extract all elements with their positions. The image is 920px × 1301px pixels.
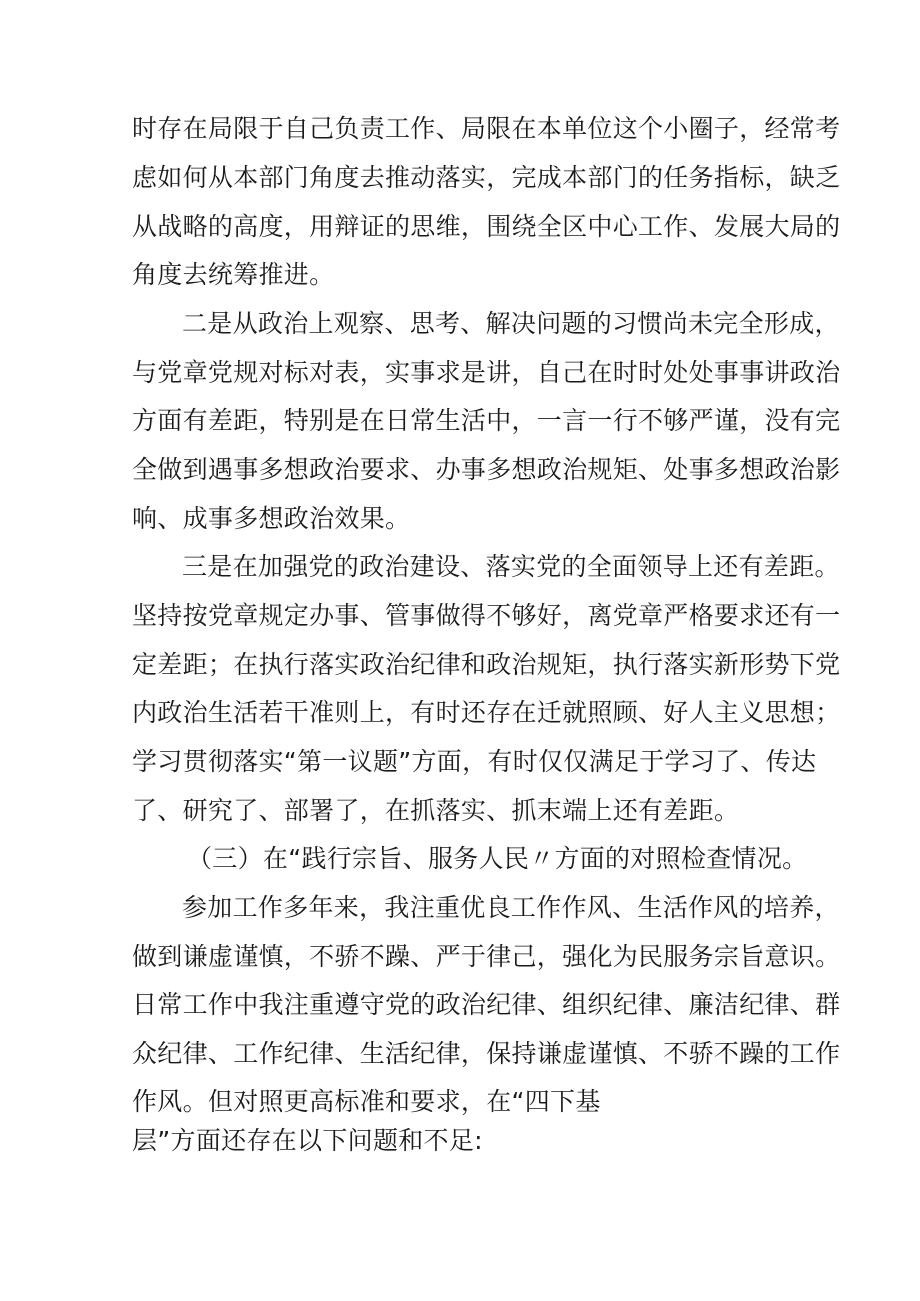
text-line: 从战略的高度，用辩证的思维，围绕全区中心工作、发展大局的 <box>132 212 841 241</box>
text-line: 众纪律、工作纪律、生活纪律，保持谦虚谨慎、不骄不躁的工作 <box>132 1039 841 1068</box>
text-line: 内政治生活若干准则上，有时还存在迁就照顾、好人主义思想； <box>132 698 841 727</box>
section-heading: （三）在“践行宗旨、服务人民〃方面的对照检查情况。 <box>187 844 808 873</box>
text-line: 作风。但对照更高标准和要求，在“四下基 <box>132 1087 601 1116</box>
text-line: 日常工作中我注重遵守党的政治纪律、组织纪律、廉洁纪律、群 <box>132 990 841 1019</box>
text-line: 定差距；在执行落实政治纪律和政治规矩，执行落实新形势下党 <box>132 650 841 679</box>
paragraph-start: 二是从政治上观察、思考、解决问题的习惯尚未完全形成， <box>182 309 840 338</box>
paragraph-start: 三是在加强党的政治建设、落实党的全面领导上还有差距。 <box>182 552 840 581</box>
text-line: 层”方面还存在以下问题和不足: <box>132 1126 483 1155</box>
text-line: 时存在局限于自己负责工作、局限在本单位这个小圈子，经常考 <box>132 114 841 143</box>
text-line: 全做到遇事多想政治要求、办事多想政治规矩、处事多想政治影 <box>132 455 841 484</box>
text-line: 虑如何从本部门角度去推动落实，完成本部门的任务指标，缺乏 <box>132 163 841 192</box>
text-line: 了、研究了、部署了，在抓落实、抓末端上还有差距。 <box>132 796 740 825</box>
text-line: 学习贯彻落实“第一议题”方面，有时仅仅满足于学习了、传达 <box>132 747 817 776</box>
text-line: 方面有差距，特别是在日常生活中，一言一行不够严谨，没有完 <box>132 406 841 435</box>
paragraph-start: 参加工作多年来，我注重优良工作作风、生活作风的培养， <box>182 893 840 922</box>
text-line: 与党章党规对标对表，实事求是讲，自己在时时处处事事讲政治 <box>132 358 841 387</box>
text-line: 做到谦虚谨慎，不骄不躁、严于律己，强化为民服务宗旨意识。 <box>132 942 841 971</box>
text-line: 坚持按党章规定办事、管事做得不够好，离党章严格要求还有一 <box>132 601 841 630</box>
text-line: 响、成事多想政治效果。 <box>132 504 411 533</box>
text-line: 角度去统筹推进。 <box>132 260 335 289</box>
